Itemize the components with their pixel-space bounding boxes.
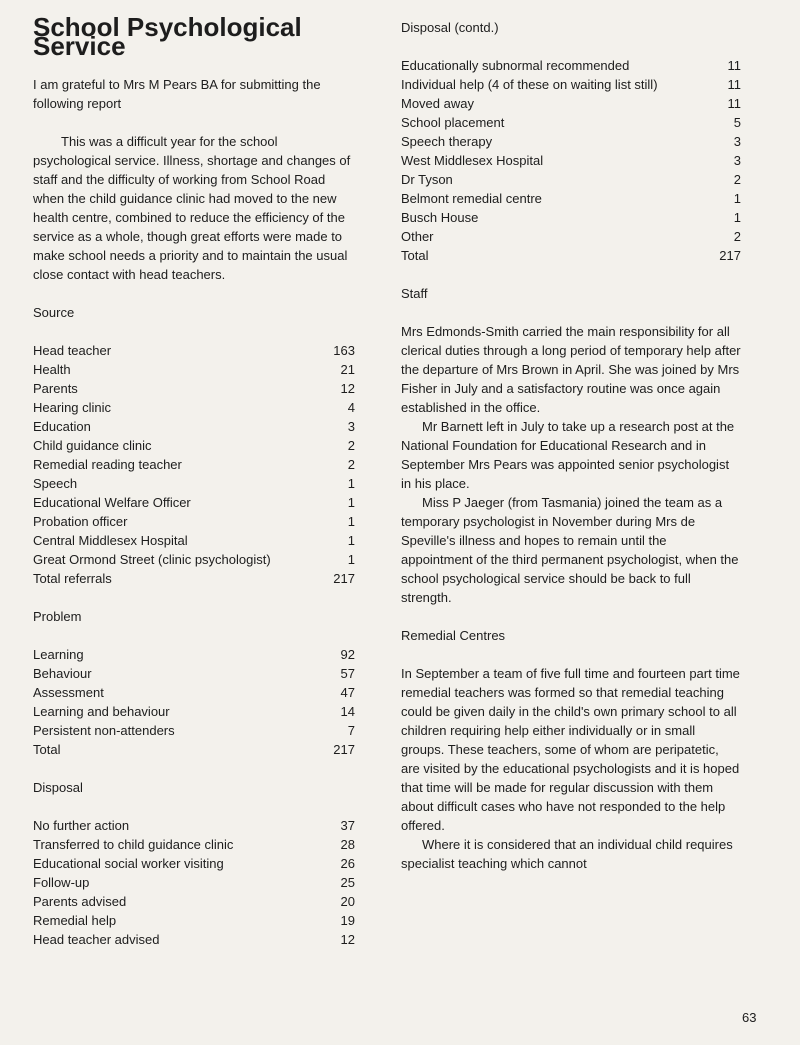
- row-label: Hearing clinic: [33, 400, 112, 415]
- table-row: [401, 75, 741, 94]
- table-row: [33, 569, 355, 588]
- row-value: 57: [340, 666, 355, 681]
- row-value: 1: [347, 495, 355, 510]
- row-label: Parents: [33, 381, 78, 396]
- row-label: Health: [33, 362, 71, 377]
- disposal-table: [33, 816, 355, 949]
- left-column: [33, 12, 355, 949]
- row-value: 4: [347, 400, 355, 415]
- table-row: [401, 246, 741, 265]
- row-label: Transferred to child guidance clinic: [33, 837, 234, 852]
- staff-paragraph: Miss P Jaeger (from Tasmania) joined the team as a temporary psychologist in November during Mrs de Speville's illness and hopes to remain until the appointment of the third permanent psychologist, when the school psychological service should be back to full strength.: [401, 495, 739, 605]
- table-row: [33, 854, 355, 873]
- table-row: [33, 512, 355, 531]
- row-value: 26: [340, 856, 355, 871]
- row-label: Head teacher: [33, 343, 112, 358]
- row-value: 217: [333, 571, 355, 586]
- table-row: [33, 873, 355, 892]
- table-row: [33, 455, 355, 474]
- row-value: 28: [340, 837, 355, 852]
- disposal-title: Disposal: [33, 780, 83, 795]
- row-value: 1: [347, 552, 355, 567]
- table-row: [33, 930, 355, 949]
- row-label: Educational social worker visiting: [33, 856, 224, 871]
- section-heading: School Psychological Service: [33, 12, 302, 61]
- row-value: 2: [733, 229, 741, 244]
- row-value: 92: [340, 647, 355, 662]
- table-row: [33, 417, 355, 436]
- staff-title: Staff: [401, 286, 428, 301]
- intro-paragraph: This was a difficult year for the school psychological service. Illness, shortage and changes of staff and the difficulty of working from School Road when the child guidance clinic had moved to the new health centre, combined to reduce the efficiency of the service as a whole, though great efforts were made to make school needs a priority and to maintain the usual close contact with head teachers.: [33, 134, 351, 282]
- table-row: [401, 208, 741, 227]
- row-value: 1: [347, 533, 355, 548]
- row-value: 19: [340, 913, 355, 928]
- row-label: Educational Welfare Officer: [33, 495, 191, 510]
- row-value: 11: [727, 77, 741, 92]
- row-value: 21: [340, 362, 355, 377]
- table-row: [33, 702, 355, 721]
- table-row: [401, 132, 741, 151]
- problem-title: Problem: [33, 609, 82, 624]
- table-row: [33, 493, 355, 512]
- row-label: Head teacher advised: [33, 932, 160, 947]
- row-label: Child guidance clinic: [33, 438, 152, 453]
- row-value: 7: [347, 723, 355, 738]
- row-value: 47: [340, 685, 355, 700]
- table-row: [33, 911, 355, 930]
- row-label: Probation officer: [33, 514, 128, 529]
- table-row: [33, 664, 355, 683]
- table-row: [33, 436, 355, 455]
- disposal-contd-title: Disposal (contd.): [401, 20, 499, 35]
- row-label: Belmont remedial centre: [401, 191, 542, 206]
- staff-paragraph: Mr Barnett left in July to take up a research post at the National Foundation for Educational Research and in September Mrs Pears was appointed senior psychologist in his place.: [401, 419, 735, 491]
- row-label: Behaviour: [33, 666, 92, 681]
- remedial-paragraph: In September a team of five full time and fourteen part time remedial teachers was formed so that remedial teaching could be given daily in the child's own primary school to all children requiring help either individually or in small groups. These teachers, some of whom are peripatetic, are visited by the educational psychologists and it is hoped that time will be made for regular discussion with them about difficult cases who have not responded to the help offered.: [401, 666, 740, 833]
- row-value: 1: [347, 476, 355, 491]
- row-label: Parents advised: [33, 894, 127, 909]
- row-label: No further action: [33, 818, 130, 833]
- table-row: [401, 189, 741, 208]
- row-label: West Middlesex Hospital: [401, 153, 544, 168]
- table-row: [33, 683, 355, 702]
- row-label: School placement: [401, 115, 505, 130]
- row-label: Learning: [33, 647, 84, 662]
- table-row: [401, 94, 741, 113]
- row-label: Persistent non-attenders: [33, 723, 175, 738]
- row-value: 2: [347, 457, 355, 472]
- table-row: [401, 170, 741, 189]
- table-row: [33, 721, 355, 740]
- row-label: Dr Tyson: [401, 172, 453, 187]
- page-number: 63: [742, 1010, 757, 1025]
- intro-text: I am grateful to Mrs M Pears BA for submitting the following report: [33, 77, 321, 111]
- row-label: Remedial reading teacher: [33, 457, 182, 472]
- row-label: Other: [401, 229, 434, 244]
- problem-table: [33, 645, 355, 759]
- row-value: 12: [340, 381, 355, 396]
- row-label: Remedial help: [33, 913, 117, 928]
- row-value: 3: [733, 134, 741, 149]
- table-row: [401, 56, 741, 75]
- row-value: 217: [333, 742, 355, 757]
- row-value: 163: [333, 343, 355, 358]
- row-value: 2: [733, 172, 741, 187]
- row-value: 20: [340, 894, 355, 909]
- row-value: 217: [719, 248, 741, 263]
- table-row: [401, 113, 741, 132]
- row-label: Speech therapy: [401, 134, 493, 149]
- row-value: 2: [347, 438, 355, 453]
- row-label: Learning and behaviour: [33, 704, 170, 719]
- remedial-title: Remedial Centres: [401, 628, 506, 643]
- source-table: [33, 341, 355, 588]
- row-value: 37: [340, 818, 355, 833]
- row-label: Total: [33, 742, 61, 757]
- table-row: [401, 151, 741, 170]
- row-value: 1: [733, 191, 741, 206]
- table-row: [33, 531, 355, 550]
- table-row: [33, 835, 355, 854]
- table-row: [33, 740, 355, 759]
- table-row: [401, 227, 741, 246]
- row-label: Total: [401, 248, 429, 263]
- right-column: [401, 18, 741, 873]
- row-label: Speech: [33, 476, 78, 491]
- row-label: Individual help (4 of these on waiting list still): [401, 77, 658, 92]
- row-label: Busch House: [401, 210, 479, 225]
- table-row: [33, 550, 355, 569]
- row-label: Moved away: [401, 96, 474, 111]
- row-label: Education: [33, 419, 91, 434]
- table-row: [33, 892, 355, 911]
- row-value: 12: [340, 932, 355, 947]
- table-row: [33, 379, 355, 398]
- row-label: Great Ormond Street (clinic psychologist): [33, 552, 271, 567]
- row-value: 5: [733, 115, 741, 130]
- source-title: Source: [33, 305, 75, 320]
- row-value: 11: [727, 96, 741, 111]
- row-value: 1: [733, 210, 741, 225]
- table-row: [33, 474, 355, 493]
- row-value: 3: [733, 153, 741, 168]
- row-label: Follow-up: [33, 875, 90, 890]
- table-row: [33, 398, 355, 417]
- disposal-contd-table: [401, 56, 741, 265]
- row-value: 1: [347, 514, 355, 529]
- row-value: 11: [727, 58, 741, 73]
- remedial-paragraph: Where it is considered that an individual child requires specialist teaching which cannot: [401, 837, 733, 871]
- row-label: Assessment: [33, 685, 104, 700]
- row-label: Educationally subnormal recommended: [401, 58, 630, 73]
- row-label: Central Middlesex Hospital: [33, 533, 188, 548]
- table-row: [33, 360, 355, 379]
- row-value: 3: [347, 419, 355, 434]
- table-row: [33, 645, 355, 664]
- row-value: 14: [340, 704, 355, 719]
- table-row: [33, 816, 355, 835]
- table-row: [33, 341, 355, 360]
- row-value: 25: [340, 875, 355, 890]
- staff-paragraph: Mrs Edmonds-Smith carried the main responsibility for all clerical duties through a long period of temporary help after the departure of Mrs Brown in April. She was joined by Mrs Fisher in July and a satisfactory routine was once again established in the office.: [401, 324, 741, 415]
- row-label: Total referrals: [33, 571, 112, 586]
